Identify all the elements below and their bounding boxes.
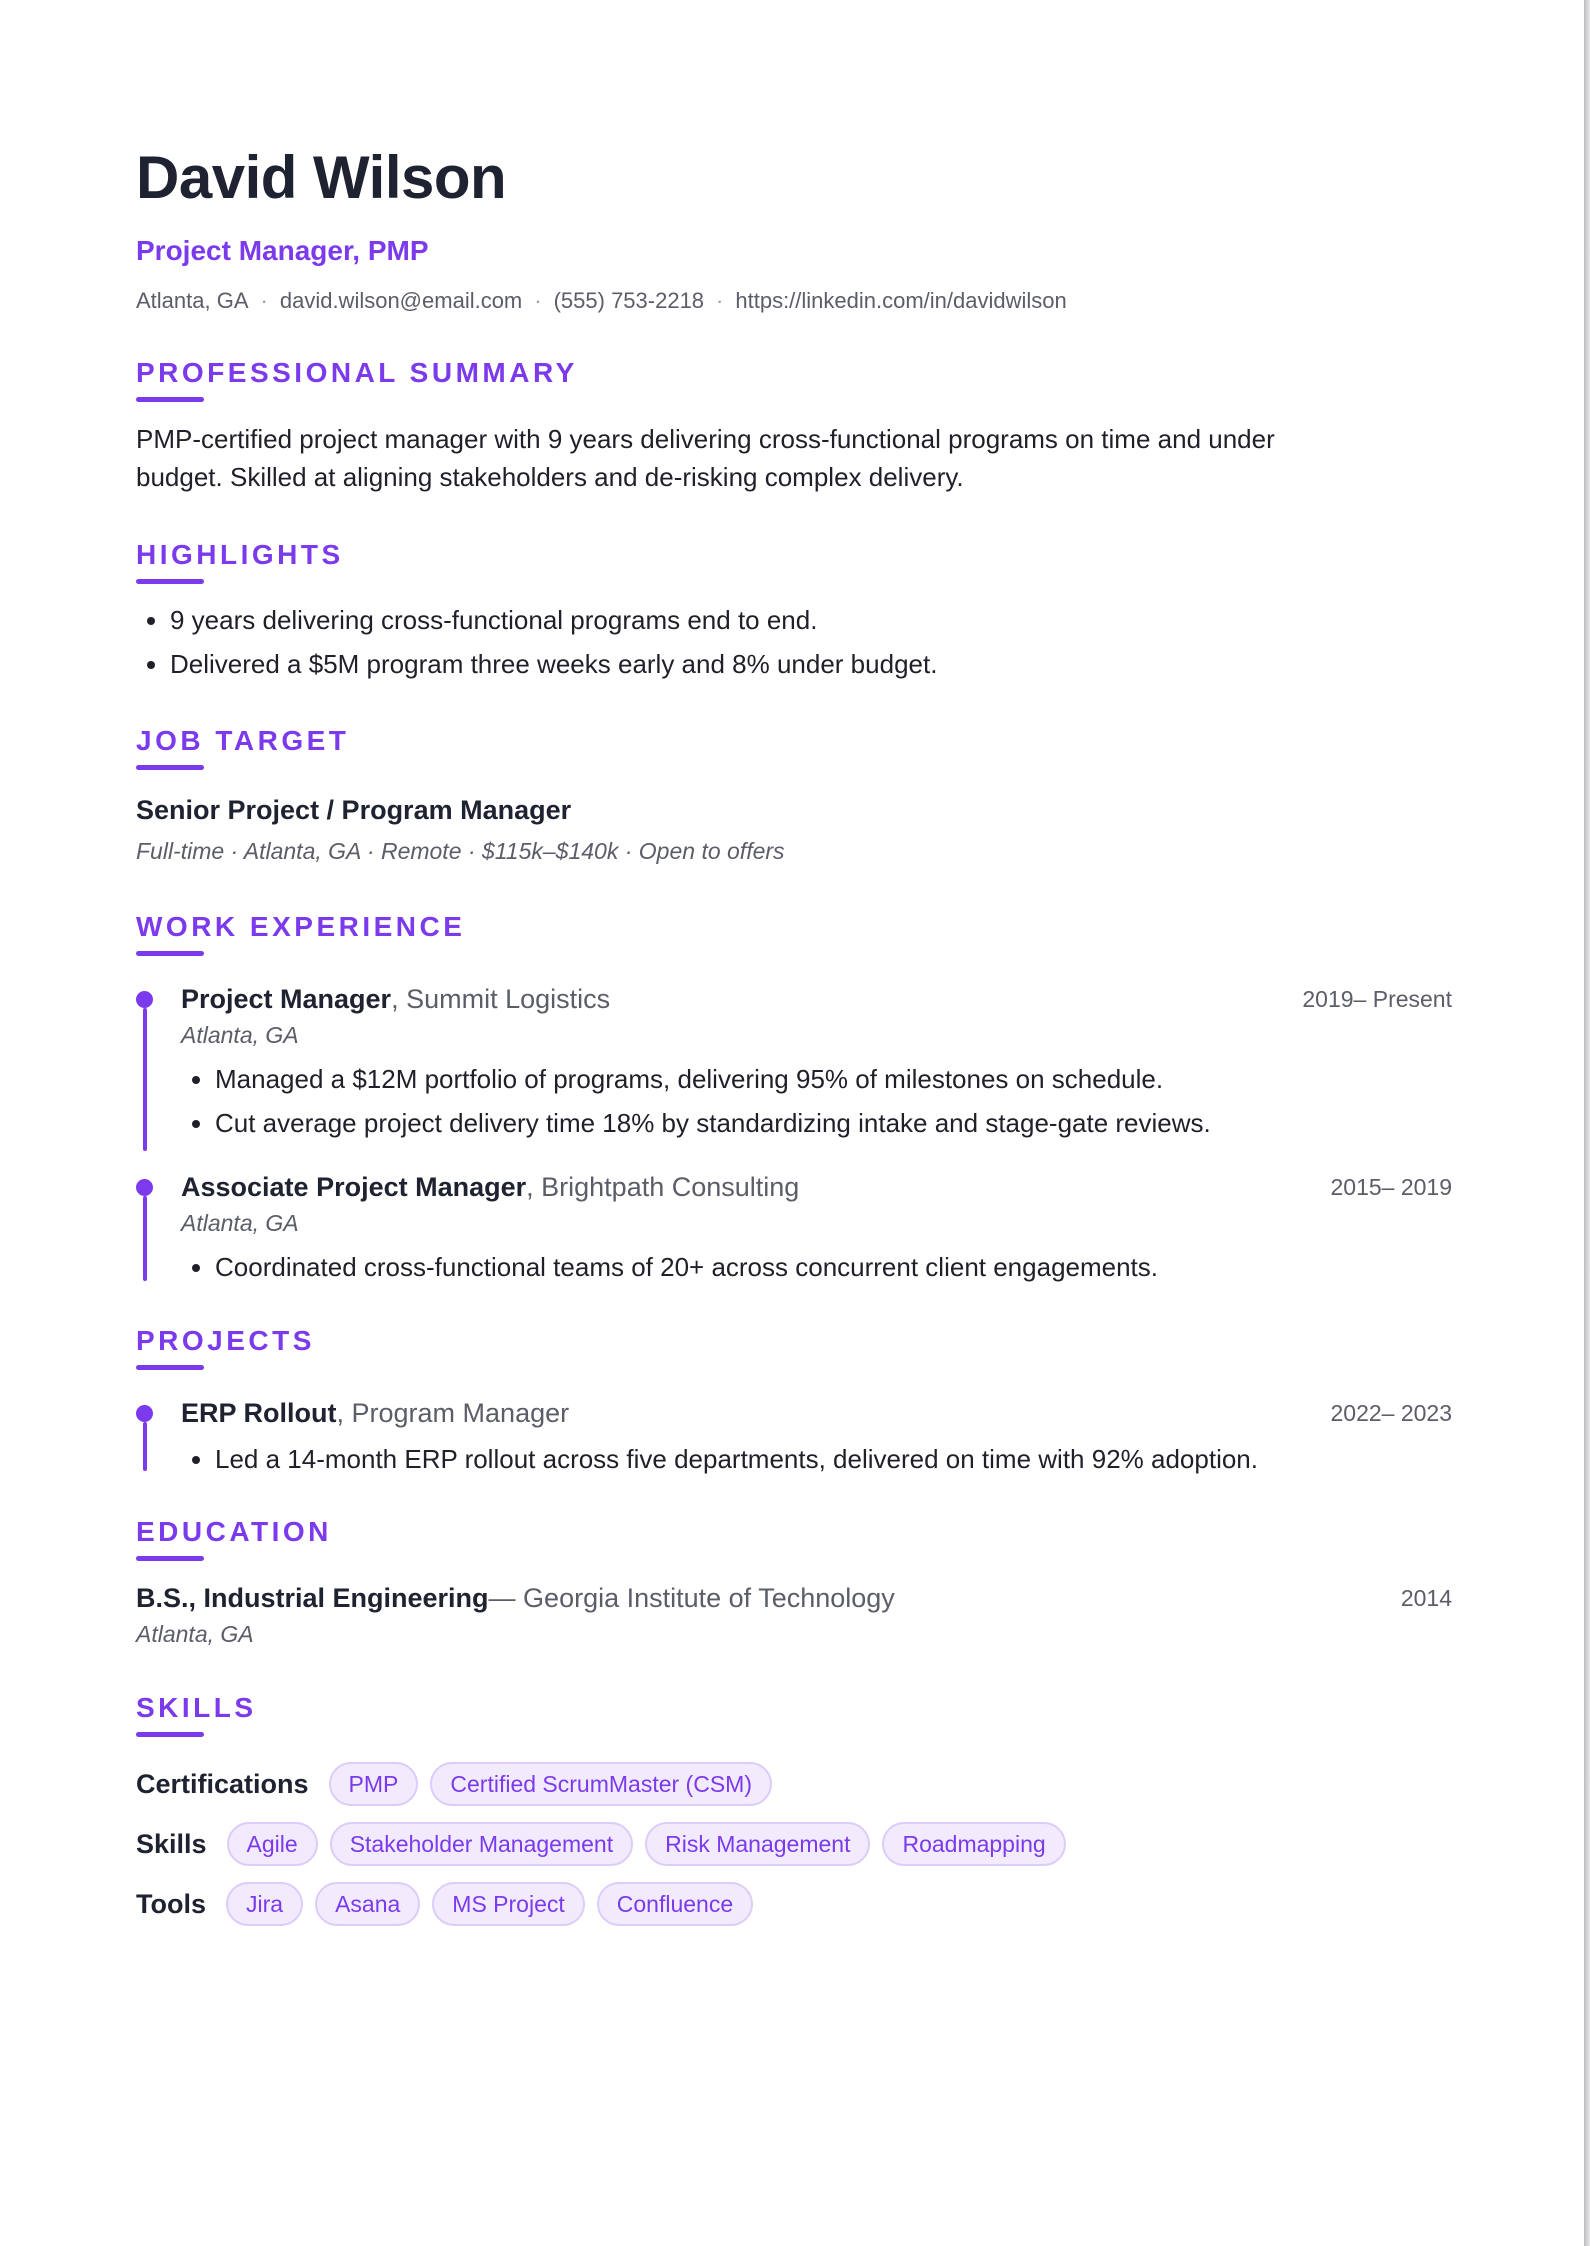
section-underline bbox=[136, 951, 204, 956]
timeline-line bbox=[143, 1008, 147, 1151]
section-title: PROFESSIONAL SUMMARY bbox=[136, 357, 578, 388]
experience-section bbox=[136, 909, 1452, 956]
summary-section bbox=[136, 355, 1452, 496]
list-item: • Led a 14-month ERP rollout across five departments, delivered on time with 92% adoption. bbox=[215, 1437, 1452, 1481]
entry-header bbox=[181, 1393, 1452, 1433]
skill-chip: PMP bbox=[329, 1762, 419, 1806]
contact-location: Atlanta, GA bbox=[136, 288, 249, 313]
job-company: , Summit Logistics bbox=[391, 984, 611, 1014]
timeline-line bbox=[143, 1196, 147, 1281]
list-item: • 9 years delivering cross-functional programs end to end. bbox=[170, 598, 1452, 642]
job-location: Atlanta, GA bbox=[181, 1022, 299, 1048]
degree: B.S., Industrial Engineering bbox=[136, 1583, 489, 1613]
target-position: Senior Project / Program Manager bbox=[136, 795, 572, 825]
job-location: Atlanta, GA bbox=[181, 1210, 299, 1236]
skill-group-skills bbox=[136, 1822, 1078, 1866]
skill-chip: Risk Management bbox=[645, 1822, 870, 1866]
entry-body bbox=[181, 1167, 1452, 1289]
entry-body bbox=[181, 1393, 1452, 1481]
school: — Georgia Institute of Technology bbox=[488, 1583, 895, 1613]
skill-group-tools bbox=[136, 1882, 765, 1926]
job-role: Associate Project Manager bbox=[181, 1172, 527, 1202]
project-bullets bbox=[181, 1437, 1452, 1481]
project-role: , Program Manager bbox=[336, 1398, 570, 1428]
skill-chip: Certified ScrumMaster (CSM) bbox=[430, 1762, 772, 1806]
contact-line bbox=[136, 286, 1067, 316]
skill-group-certifications bbox=[136, 1762, 784, 1806]
page-edge-shadow bbox=[1584, 0, 1590, 2246]
project-name: ERP Rollout bbox=[181, 1398, 337, 1428]
education-header bbox=[136, 1578, 1452, 1618]
project-entry bbox=[136, 1393, 1452, 1481]
skill-chip: Agile bbox=[227, 1822, 318, 1866]
section-title: EDUCATION bbox=[136, 1516, 332, 1547]
candidate-title: Project Manager, PMP bbox=[136, 235, 429, 266]
job-bullets bbox=[181, 1245, 1452, 1289]
section-underline bbox=[136, 397, 204, 402]
timeline-dot bbox=[136, 1179, 153, 1196]
job-bullets bbox=[181, 1057, 1452, 1145]
job-company: , Brightpath Consulting bbox=[526, 1172, 800, 1202]
skill-group-label: Tools bbox=[136, 1888, 206, 1919]
list-item: • Coordinated cross-functional teams of 20+ across concurrent client engagements. bbox=[215, 1245, 1452, 1289]
contact-phone[interactable]: (555) 753-2218 bbox=[553, 288, 705, 313]
skills-section bbox=[136, 1690, 1452, 1737]
education-section bbox=[136, 1514, 1452, 1650]
graduation-year: 2014 bbox=[1400, 1585, 1452, 1611]
list-item: • Managed a $12M portfolio of programs, delivering 95% of milestones on schedule. bbox=[215, 1057, 1452, 1101]
skill-chip: Roadmapping bbox=[882, 1822, 1065, 1866]
project-dates: 2022– 2023 bbox=[1330, 1400, 1452, 1426]
section-underline bbox=[136, 1732, 204, 1737]
education-location: Atlanta, GA bbox=[136, 1621, 254, 1647]
entry-header bbox=[181, 1167, 1452, 1207]
list-item: • Delivered a $5M program three weeks early and 8% under budget. bbox=[170, 642, 1452, 686]
section-title: WORK EXPERIENCE bbox=[136, 911, 466, 942]
summary-line: PMP-certified project manager with 9 years delivering cross-functional programs on time and under bbox=[136, 424, 1275, 454]
section-underline bbox=[136, 579, 204, 584]
candidate-name: David Wilson bbox=[136, 144, 507, 211]
section-title: JOB TARGET bbox=[136, 725, 350, 756]
section-title: HIGHLIGHTS bbox=[136, 539, 344, 570]
contact-separator: · bbox=[534, 288, 542, 313]
skill-group-label: Certifications bbox=[136, 1768, 309, 1799]
timeline-dot bbox=[136, 1405, 153, 1422]
summary-line: budget. Skilled at aligning stakeholders and de-risking complex delivery. bbox=[136, 462, 964, 492]
job-dates: 2019– Present bbox=[1302, 986, 1452, 1012]
skill-group-label: Skills bbox=[136, 1828, 207, 1859]
section-title: SKILLS bbox=[136, 1692, 257, 1723]
skill-chip: Jira bbox=[226, 1882, 303, 1926]
job-role: Project Manager bbox=[181, 984, 392, 1014]
skill-chip: Stakeholder Management bbox=[330, 1822, 633, 1866]
highlights-section bbox=[136, 537, 1452, 686]
projects-section bbox=[136, 1323, 1452, 1370]
highlights-list bbox=[136, 598, 1452, 686]
list-item: • Cut average project delivery time 18% by standardizing intake and stage-gate reviews. bbox=[215, 1101, 1452, 1145]
job-dates: 2015– 2019 bbox=[1330, 1174, 1452, 1200]
skill-chip: Asana bbox=[315, 1882, 420, 1926]
job-target-section bbox=[136, 723, 1452, 866]
contact-linkedin-link[interactable]: https://linkedin.com/in/davidwilson bbox=[735, 288, 1067, 313]
experience-entry bbox=[136, 979, 1452, 1145]
contact-separator: · bbox=[716, 288, 724, 313]
skill-chip: MS Project bbox=[432, 1882, 584, 1926]
summary-text bbox=[136, 420, 1452, 496]
section-underline bbox=[136, 765, 204, 770]
timeline-line bbox=[143, 1422, 147, 1471]
section-underline bbox=[136, 1556, 204, 1561]
timeline-dot bbox=[136, 991, 153, 1008]
entry-header bbox=[181, 979, 1452, 1019]
section-title: PROJECTS bbox=[136, 1325, 315, 1356]
contact-separator: · bbox=[260, 288, 268, 313]
entry-body bbox=[181, 979, 1452, 1145]
contact-email[interactable]: david.wilson@email.com bbox=[279, 288, 523, 313]
experience-entry bbox=[136, 1167, 1452, 1289]
target-details: Full-time · Atlanta, GA · Remote · $115k–$140k · Open to offers bbox=[136, 838, 785, 864]
section-underline bbox=[136, 1365, 204, 1370]
skill-chip: Confluence bbox=[597, 1882, 753, 1926]
